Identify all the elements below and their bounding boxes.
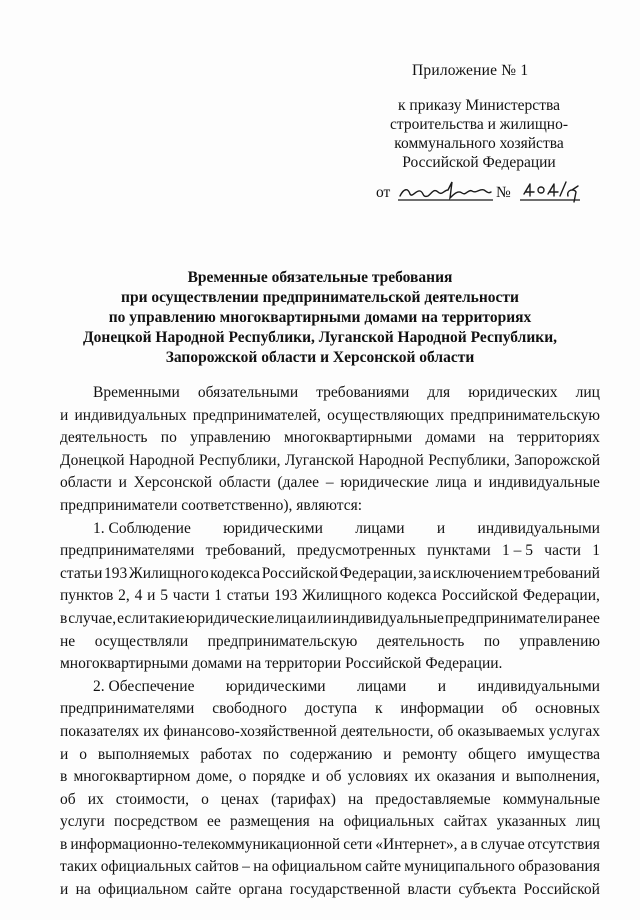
body-word: предпринимательскую: [450, 406, 600, 424]
body-word: предпринимателями: [60, 542, 195, 560]
body-word: в: [60, 768, 68, 786]
body-word: об: [60, 790, 76, 808]
body-word: 193: [274, 587, 298, 605]
handwritten-number-signature: [520, 178, 580, 204]
body-word: 1. Соблюдение: [93, 519, 191, 537]
body-word: Жилищного: [302, 587, 383, 605]
body-word: по: [483, 632, 500, 650]
body-word: юридические: [340, 474, 429, 492]
body-line: [60, 676, 600, 699]
body-word: официальном: [271, 858, 362, 876]
body-word: для: [427, 384, 451, 401]
body-word: содержанию: [289, 745, 373, 763]
body-word: ценах: [220, 790, 259, 808]
body-word: по: [160, 429, 177, 447]
body-word: предпринимателей,: [192, 406, 321, 424]
body-word: если: [117, 609, 148, 627]
body-word: работах: [200, 745, 253, 763]
body-line: [60, 879, 600, 902]
body-word: Российской: [523, 881, 600, 899]
body-word: исключением: [432, 564, 523, 582]
body-word: кодекса: [386, 587, 437, 605]
body-word: их: [143, 722, 160, 740]
body-word: 2. Обеспечение: [93, 677, 195, 695]
body-word: лицами: [357, 677, 407, 695]
body-word: 1: [214, 587, 222, 605]
title-line: Временные обязательные требования: [187, 269, 453, 286]
body-word: сайте: [195, 881, 232, 899]
body-word: предприниматели соответственно), являются:: [60, 496, 363, 514]
body-word: официальном: [98, 881, 189, 899]
body-word: в: [60, 835, 68, 853]
body-word: такие: [148, 609, 185, 627]
body-line: [60, 811, 600, 834]
body-word: общего: [468, 745, 517, 763]
body-word: основных: [535, 700, 600, 718]
body-word: многоквартирном: [73, 768, 191, 786]
body-line: [60, 382, 600, 405]
title-line: Запорожской области и Херсонской области: [165, 349, 475, 366]
order-line: строительства и жилищно-: [390, 116, 568, 133]
body-word: в: [470, 835, 478, 853]
body-word: доступа: [304, 700, 358, 718]
body-word: или: [307, 609, 332, 627]
body-word: свободного: [212, 700, 287, 718]
body-word: власти: [407, 881, 452, 899]
body-word: управлению: [519, 632, 600, 650]
body-line: [60, 834, 600, 857]
body-word: и: [60, 406, 69, 424]
body-word: о: [79, 745, 87, 763]
body-word: и: [501, 768, 510, 786]
body-word: части: [172, 587, 210, 605]
body-word: лиц: [575, 384, 600, 401]
body-word: Временными: [93, 384, 180, 401]
body-word: официальных: [100, 858, 192, 876]
body-word: показателях: [60, 722, 140, 740]
body-word: и: [436, 519, 446, 537]
body-word: а: [460, 835, 468, 853]
body-line: [60, 631, 600, 654]
body-word: (тарифах): [271, 790, 336, 808]
body-word: (далее: [277, 474, 320, 492]
title-line: Донецкой Народной Республики, Луганской Народной Республики,: [82, 329, 558, 346]
body-word: предусмотренных: [296, 542, 416, 560]
body-word: «Интернет»,: [375, 835, 458, 853]
body-word: размещения: [230, 813, 310, 831]
body-word: ремонту: [402, 745, 458, 763]
body-word: лиц: [575, 813, 600, 831]
body-word: индивидуальные: [488, 474, 600, 492]
body-word: об: [501, 700, 518, 718]
body-word: юридических: [468, 384, 558, 401]
document-title: [60, 268, 580, 368]
body-word: Жилищного: [128, 564, 209, 582]
body-word: на: [75, 881, 91, 899]
body-word: кодекса: [210, 564, 261, 582]
body-line: [60, 585, 600, 608]
body-word: образования: [518, 858, 600, 876]
body-line: [60, 653, 600, 676]
body-word: доме,: [196, 768, 233, 786]
body-word: указанных: [496, 813, 567, 831]
body-line: [60, 405, 600, 428]
body-line: [60, 721, 600, 744]
body-line: [60, 608, 600, 631]
body-word: Херсонской: [133, 474, 213, 492]
body-word: таких: [60, 858, 98, 876]
body-word: лица: [435, 474, 467, 492]
body-word: Российской: [441, 587, 518, 605]
body-word: лица: [275, 609, 307, 627]
body-word: ее: [207, 813, 221, 831]
body-word: части: [544, 542, 581, 560]
body-word: –: [242, 858, 250, 876]
body-word: и: [473, 474, 482, 492]
order-line: Российской Федерации: [402, 154, 556, 171]
body-text: [60, 382, 600, 902]
number-prefix: №: [496, 184, 511, 201]
body-word: предприниматели: [444, 609, 563, 627]
body-line: [60, 518, 600, 541]
body-word: и: [60, 745, 69, 763]
body-word: и: [311, 768, 320, 786]
body-word: информационно-телекоммуникационной: [70, 835, 341, 853]
body-word: случае,: [68, 609, 117, 627]
body-word: деятельность: [376, 632, 465, 650]
body-word: обязательными: [197, 384, 299, 401]
body-word: многоквартирными домами на территории Российской Федерации.: [60, 655, 503, 673]
body-word: индивидуальными: [477, 519, 600, 537]
body-line: [60, 540, 600, 563]
body-word: юридическими: [225, 677, 326, 695]
body-word: порядке: [252, 768, 306, 786]
body-word: лицами: [355, 519, 405, 537]
body-word: отсутствия: [527, 835, 600, 853]
body-word: к: [375, 700, 383, 718]
body-word: Российской: [261, 564, 339, 582]
body-word: статьи: [226, 587, 270, 605]
handwritten-date-signature: [398, 178, 493, 204]
body-word: 4: [134, 587, 143, 605]
body-word: сайтах: [443, 813, 488, 831]
body-word: имущества: [527, 745, 600, 763]
body-word: области: [218, 474, 271, 492]
body-line: [60, 450, 600, 473]
body-word: оказываемых: [457, 722, 545, 740]
body-word: требований: [523, 564, 600, 582]
body-word: 2,: [118, 587, 130, 605]
body-word: Народной: [129, 451, 195, 469]
body-line: [60, 698, 600, 721]
body-word: органа: [238, 881, 283, 899]
body-word: Федерации,: [522, 587, 600, 605]
body-word: деятельности,: [340, 722, 434, 740]
body-word: 1: [592, 542, 600, 560]
body-word: субъекта: [458, 881, 517, 899]
body-word: сайте: [365, 858, 401, 876]
body-word: за: [418, 564, 432, 582]
body-word: деятельность: [60, 429, 148, 447]
body-word: индивидуальные: [332, 609, 444, 627]
body-word: ранее: [563, 609, 600, 627]
body-line: [60, 563, 600, 586]
body-word: многоквартирными: [283, 429, 413, 447]
body-word: не: [60, 632, 76, 650]
body-word: выполнения,: [515, 768, 600, 786]
body-word: об: [437, 722, 454, 740]
body-word: о: [201, 790, 209, 808]
body-word: официальных: [343, 813, 435, 831]
body-line: [60, 766, 600, 789]
body-word: Федерации,: [339, 564, 417, 582]
body-word: на: [488, 429, 504, 447]
body-line: [60, 744, 600, 767]
body-word: посредством: [114, 813, 198, 831]
body-word: статьи: [60, 564, 103, 582]
body-word: государственной: [289, 881, 401, 899]
body-word: информации: [400, 700, 484, 718]
body-word: сети: [343, 835, 373, 853]
body-word: Народной: [358, 451, 424, 469]
body-word: предпринимателями: [60, 700, 195, 718]
body-word: их: [414, 768, 431, 786]
body-word: Республики,: [198, 451, 281, 469]
order-line: коммунального хозяйства: [394, 135, 564, 152]
body-line: [60, 856, 600, 879]
body-line: [60, 472, 600, 495]
body-word: предпринимательскую: [207, 632, 358, 650]
body-word: услугах: [548, 722, 600, 740]
body-line: [60, 495, 600, 518]
body-word: Республики,: [428, 451, 510, 469]
title-line: при осуществлении предпринимательской деятельности: [121, 289, 519, 306]
body-word: сайтов: [194, 858, 239, 876]
body-word: муниципального: [404, 858, 515, 876]
body-word: по: [262, 745, 279, 763]
body-word: в: [60, 609, 68, 627]
body-line: [60, 789, 600, 812]
body-word: и: [60, 881, 69, 899]
body-word: области: [60, 474, 112, 492]
body-word: финансово-хозяйственной: [163, 722, 337, 740]
order-reference-block: [386, 96, 572, 172]
body-word: их: [87, 790, 104, 808]
body-word: стоимости,: [115, 790, 190, 808]
body-word: коммунальные: [502, 790, 600, 808]
body-word: выполняемых: [97, 745, 190, 763]
body-word: требованиями: [316, 384, 410, 401]
body-word: 193: [104, 564, 128, 582]
body-word: и: [118, 474, 127, 492]
body-word: индивидуальными: [477, 677, 600, 695]
date-prefix: от: [376, 184, 391, 201]
order-date-number: [376, 178, 586, 206]
body-word: 1 – 5: [502, 542, 534, 560]
body-line: [60, 427, 600, 450]
body-word: условиях: [347, 768, 409, 786]
body-word: индивидуальных: [74, 406, 187, 424]
title-line: по управлению многоквартирными домами на территориях: [108, 309, 532, 326]
body-word: на: [253, 858, 269, 876]
body-word: об: [325, 768, 342, 786]
body-word: Донецкой: [60, 451, 125, 469]
body-word: пунктами: [427, 542, 491, 560]
body-word: Луганской: [284, 451, 354, 469]
body-word: территориях: [517, 429, 600, 447]
body-word: домами: [425, 429, 476, 447]
body-word: управлению: [190, 429, 271, 447]
body-word: Запорожской: [514, 451, 600, 469]
body-word: о: [238, 768, 247, 786]
body-word: услуги: [60, 813, 105, 831]
body-word: 5: [160, 587, 168, 605]
body-word: требований,: [205, 542, 286, 560]
body-word: юридические: [185, 609, 275, 627]
body-word: –: [325, 474, 334, 492]
order-line: к приказу Министерства: [398, 97, 560, 114]
body-word: случае: [480, 835, 525, 853]
body-word: на: [347, 790, 364, 808]
body-word: юридическими: [223, 519, 323, 537]
body-word: предоставляемые: [375, 790, 491, 808]
body-word: на: [319, 813, 335, 831]
body-word: и: [437, 677, 447, 695]
body-word: пунктов: [60, 587, 114, 605]
body-word: осуществляли: [94, 632, 189, 650]
body-word: и: [383, 745, 392, 763]
body-word: осуществляющих: [327, 406, 445, 424]
appendix-label: Приложение № 1: [412, 62, 529, 79]
body-word: оказания: [436, 768, 496, 786]
body-word: и: [147, 587, 156, 605]
